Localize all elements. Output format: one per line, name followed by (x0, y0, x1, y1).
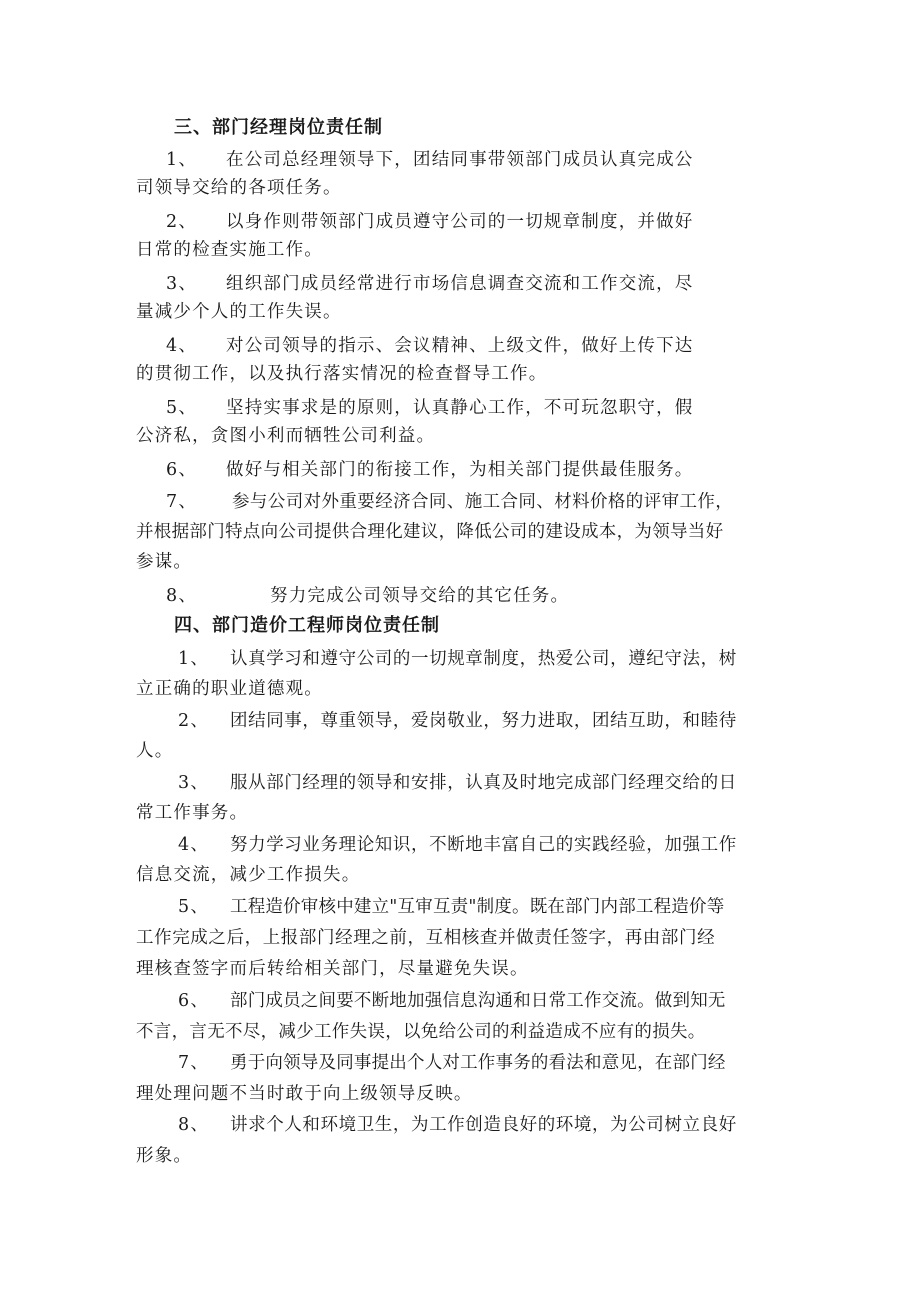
item-number: 5、 (178, 897, 210, 917)
item-number: 4、 (166, 336, 198, 356)
item-number: 7、 (178, 1053, 210, 1073)
item-number: 1、 (178, 649, 210, 669)
item-number: 3、 (166, 274, 198, 294)
item-number: 7、 (166, 492, 198, 512)
item-number: 4、 (178, 835, 210, 855)
item-text-line: 讲求个人和环境卫生，为工作创造良好的环境，为公司树立良好 (230, 1115, 737, 1135)
item-text-line: 做好与相关部门的衔接工作，为相关部门提供最佳服务。 (226, 460, 694, 480)
item-text-line: 工程造价审核中建立"互审互责"制度。既在部门内部工程造价等 (230, 897, 725, 917)
item-number: 6、 (166, 460, 198, 480)
item-text-line: 日常的检查实施工作。 (136, 240, 323, 260)
item-text-line: 勇于向领导及同事提出个人对工作事务的看法和意见，在部门经 (230, 1053, 726, 1073)
item-text-line: 工作完成之后，上报部门经理之前，互相核查并做责任签字，再由部门经 (136, 928, 716, 948)
item-text-line: 理处理问题不当时敢于向上级领导反映。 (136, 1084, 473, 1104)
item-text-line: 的贯彻工作，以及执行落实情况的检查督导工作。 (136, 364, 548, 384)
item-number: 1、 (166, 150, 198, 170)
item-text-line: 理核查签字而后转给相关部门，尽量避免失误。 (136, 959, 529, 979)
item-text-line: 团结同事，尊重领导，爱岗敬业，努力进取，团结互助，和睦待 (230, 711, 737, 731)
item-text-line: 形象。 (136, 1146, 193, 1166)
item-number: 2、 (166, 212, 198, 232)
item-text-line: 对公司领导的指示、会议精神、上级文件，做好上传下达 (226, 336, 694, 356)
item-text-line: 部门成员之间要不断地加强信息沟通和日常工作交流。做到知无 (230, 991, 726, 1011)
section-4-title: 四、部门造价工程师岗位责任制 (174, 615, 440, 636)
item-number: 8、 (166, 586, 198, 606)
item-text-line: 以身作则带领部门成员遵守公司的一切规章制度，并做好 (226, 212, 694, 232)
item-text-line: 服从部门经理的领导和安排，认真及时地完成部门经理交给的日 (230, 773, 737, 793)
item-text-line: 在公司总经理领导下，团结同事带领部门成员认真完成公 (226, 150, 694, 170)
item-text-line: 公济私，贪图小利而牺牲公司利益。 (136, 426, 436, 446)
item-number: 8、 (178, 1115, 210, 1135)
item-text-line: 坚持实事求是的原则，认真静心工作，不可玩忽职守，假 (226, 398, 694, 418)
section-3-title: 三、部门经理岗位责任制 (174, 117, 383, 138)
item-text-line: 组织部门成员经常进行市场信息调查交流和工作交流，尽 (226, 274, 694, 294)
item-text-line: 量减少个人的工作失误。 (136, 302, 342, 322)
item-text-line: 立正确的职业道德观。 (136, 679, 323, 699)
item-text-line: 努力学习业务理论知识，不断地丰富自己的实践经验，加强工作 (230, 835, 737, 855)
item-number: 3、 (178, 773, 210, 793)
item-text-line: 参与公司对外重要经济合同、施工合同、材料价格的评审工作， (232, 492, 734, 512)
item-text-line: 常工作事务。 (136, 803, 249, 823)
item-text-line: 人。 (136, 741, 174, 761)
item-text-line: 参谋。 (136, 552, 193, 572)
item-number: 6、 (178, 991, 210, 1011)
item-number: 5、 (166, 398, 198, 418)
item-text-line: 认真学习和遵守公司的一切规章制度，热爱公司，遵纪守法，树 (230, 649, 737, 669)
item-text-line: 并根据部门特点向公司提供合理化建议，降低公司的建设成本，为领导当好 (136, 522, 724, 542)
item-number: 2、 (178, 711, 210, 731)
item-text-line: 信息交流，减少工作损失。 (136, 865, 361, 885)
item-text-line: 司领导交给的各项任务。 (136, 178, 342, 198)
item-text-line: 不言，言无不尽，减少工作失误，以免给公司的利益造成不应有的损失。 (136, 1022, 706, 1042)
item-text-line: 努力完成公司领导交给的其它任务。 (270, 586, 570, 606)
